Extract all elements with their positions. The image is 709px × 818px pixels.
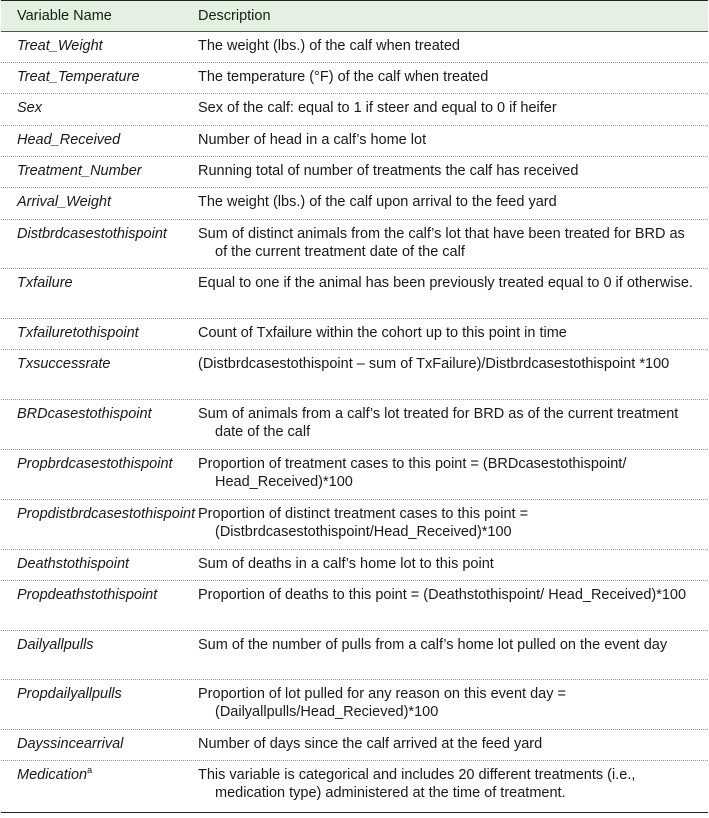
variable-name: Propdistbrdcasestothispoint <box>17 506 196 522</box>
table-row <box>1 450 708 500</box>
table-header <box>1 1 708 32</box>
table-row <box>1 126 708 157</box>
variable-name: Treat_Weight <box>17 38 103 54</box>
variable-description: The temperature (°F) of the calf when treated <box>198 69 489 85</box>
variable-description: Proportion of distinct treatment cases to this point = (Distbrdcasestothispoint/Head_Received)*100 <box>198 506 529 540</box>
variable-description: Sum of the number of pulls from a calf’s home lot pulled on the event day <box>198 637 668 653</box>
variable-description: Number of head in a calf’s home lot <box>198 132 427 148</box>
variable-description: (Distbrdcasestothispoint – sum of TxFailure)/Distbrdcasestothispoint *100 <box>198 356 670 372</box>
variable-name: Deathstothispoint <box>17 556 130 572</box>
variable-description: Running total of number of treatments the calf has received <box>198 163 579 179</box>
variable-name-cell <box>1 766 198 812</box>
variable-name: BRDcasestothispoint <box>17 406 152 422</box>
variable-description: Sum of distinct animals from the calf’s lot that have been treated for BRD as of the current treatment date of the calf <box>198 226 685 260</box>
table-row <box>1 581 708 631</box>
variable-name: Propdeathstothispoint <box>17 587 158 603</box>
variable-description: This variable is categorical and includes 20 different treatments (i.e., medication type) administered at the time of treatment. <box>198 767 636 801</box>
table-row <box>1 550 708 581</box>
variables-table <box>1 0 708 813</box>
variable-name: Propdailyallpulls <box>17 686 122 702</box>
variable-name: Arrival_Weight <box>17 194 112 210</box>
table-row <box>1 188 708 220</box>
table-row <box>1 350 708 400</box>
variable-description: Equal to one if the animal has been previously treated equal to 0 if otherwise. <box>198 275 693 291</box>
variable-description: Sex of the calf: equal to 1 if steer and equal to 0 if heifer <box>198 100 557 116</box>
variable-name: Treatment_Number <box>17 163 142 179</box>
variable-name: Txfailure <box>17 275 73 291</box>
variable-name: Propbrdcasestothispoint <box>17 456 173 472</box>
table-row <box>1 631 708 680</box>
variable-description: Proportion of deaths to this point = (Deathstothispoint/ Head_Received)*100 <box>198 587 687 603</box>
variable-name: Sex <box>17 100 42 116</box>
variable-name: Txsuccessrate <box>17 356 111 372</box>
table-row <box>1 32 708 63</box>
variable-description: The weight (lbs.) of the calf upon arrival to the feed yard <box>198 194 557 210</box>
header-description: Description <box>198 8 271 24</box>
table-row <box>1 269 708 319</box>
footnote-marker: a <box>87 765 93 776</box>
table-row <box>1 500 708 550</box>
variable-name: Treat_Temperature <box>17 69 140 85</box>
variable-description: Number of days since the calf arrived at the feed yard <box>198 736 543 752</box>
table-row <box>1 680 708 730</box>
header-variable-name: Variable Name <box>17 8 112 24</box>
table-row <box>1 400 708 450</box>
table-row <box>1 94 708 126</box>
variable-description: Sum of deaths in a calf’s home lot to this point <box>198 556 494 572</box>
table-row <box>1 761 708 812</box>
variable-description: Count of Txfailure within the cohort up to this point in time <box>198 325 567 341</box>
variable-name: Dayssincearrival <box>17 736 124 752</box>
table-row <box>1 730 708 761</box>
variable-name: Distbrdcasestothispoint <box>17 226 167 242</box>
variable-name: Medication <box>17 767 88 783</box>
table-row <box>1 157 708 188</box>
variable-description: Sum of animals from a calf’s lot treated for BRD as of the current treatment date of the calf <box>198 406 679 440</box>
variable-description: The weight (lbs.) of the calf when treated <box>198 38 460 54</box>
table-row <box>1 319 708 350</box>
variable-description: Proportion of treatment cases to this point = (BRDcasestothispoint/ Head_Received)*100 <box>198 456 627 490</box>
variable-name: Head_Received <box>17 132 121 148</box>
table-row <box>1 63 708 94</box>
variable-name: Txfailuretothispoint <box>17 325 139 341</box>
table-row <box>1 220 708 269</box>
variable-name: Dailyallpulls <box>17 637 94 653</box>
variable-description: Proportion of lot pulled for any reason on this event day = (Dailyallpulls/Head_Recieved)*100 <box>198 686 566 720</box>
